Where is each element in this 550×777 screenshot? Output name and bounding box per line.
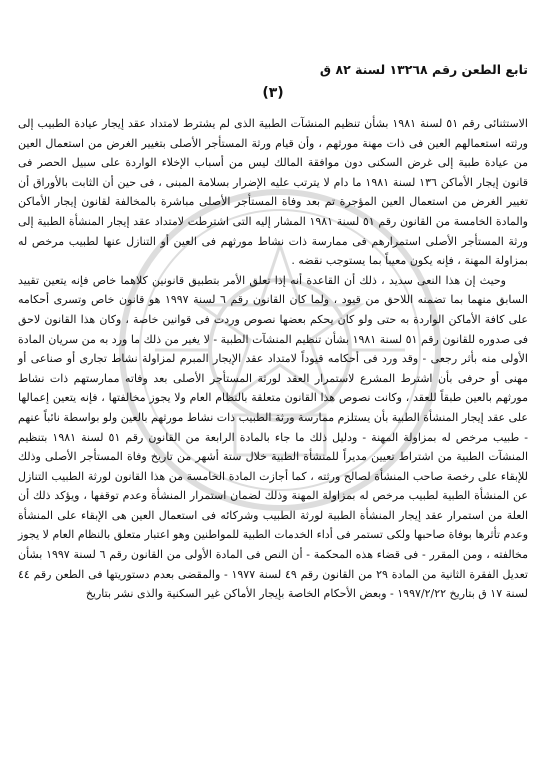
paragraph: وحيث إن هذا النعى سديد ، ذلك أن القاعدة أنه إذا تعلق الأمر بتطبيق قانونين كلاهما خاص فإنه يتعين تقييد السابق منهما بما تضمنه اللاحق من قيود ، ولما كان القانون رقم ٦ لسنة ١٩٩٧ هو قانون خاص وتسرى أحكامه على كافة الأماكن الواردة به حتى ولو كان يحكم بعضها نصوص وردت فى قوانين خاصة ، وكان هذا القانون لاحق فى صدوره للقانون رقم ٥١ لسنة ١٩٨١ بشأن تنظيم المنشآت الطبية - لا يغير من ذلك ما ورد به من سريان المادة الأولى منه بأثر رجعى - وقد ورد فى أحكامه قيوداً لامتداد عقد الإيجار المبرم لمزاولة نشاط تجارى أو صناعى أو مهنى أو حرفى بأن اشترط المشرع لاستمرار العقد لورثة المستأجر الأصلى بعد وفاته ممارستهم ذات نشاط مورثهم بالعين طبقاً للعقد ، وكانت نصوص هذا القانون متعلقة بالنظام العام ولا يجوز مخالفتها ، فإنه يتعين إعمالها على عقد إيجار المنشأة الطبية بأن يستلزم ممارسة ورثة الطبيب ذات نشاط مورثهم بالعين ولو بواسطة نائباً عنهم - طبيب مرخص له بمزاولة المهنة - ودليل ذلك ما جاء بالمادة الرابعة من القانون رقم ٥١ لسنة ١٩٨١ بتنظيم المنشآت الطبية من اشتراط تعيين مديراً للمنشأة الطبية خلال ستة أشهر من تاريخ وفاة المستأجر الأصلى وذلك للإبقاء على رخصة صاحب المنشأة لصالح ورثته ، كما أجازت المادة الخامسة من هذا القانون لورثة الطبيب التنازل عن المنشأة الطبية لطبيب مرخص له بمزاولة المهنة وذلك لضمان استمرار المنشأة وعدم توقفها ، ويؤكد ذلك أن العلة من استمرار عقد إيجار المنشأة الطبية لورثة الطبيب وشركائه فى استعمال العين هى الإبقاء على المنشأة وعدم تأثرها بوفاة صاحبها ولكى تستمر فى أداء الخدمات الطبية للمواطنين وهو اعتبار متعلق بالنظام العام لا يجوز مخالفته ، ومن المقرر - فى قضاء هذه المحكمة - أن النص فى المادة الأولى من القانون رقم ٦ لسنة ١٩٩٧ بشأن تعديل الفقرة الثانية من المادة ٢٩ من القانون رقم ٤٩ لسنة ١٩٧٧ - والمقضى بعدم دستوريتها فى الطعن رقم ٤٤ لسنة ١٧ ق بتاريخ ١٩٩٧/٢/٢٢ - وبعض الأحكام الخاصة بإيجار الأماكن غير السكنية والذى نشر بتاريخ xyxy=(18,273,529,601)
header-title: تابع الطعن رقم ١٣٢٦٨ لسنة ٨٢ ق xyxy=(319,62,528,77)
page-number: (٣) xyxy=(262,85,284,101)
paragraph: الاستثنائى رقم ٥١ لسنة ١٩٨١ بشأن تنظيم المنشآت الطبية الذى لم يشترط لامتداد عقد إيجار عيادة الطبيب إلى ورثته استعمالهم العين فى ذات مهنة مورثهم ، وأن قيام ورثة المستأجر الأصلى بتغيير الغرض من استعمال العين من عيادة طبية إلى غرض السكنى دون موافقة المالك ليس من أسباب الإخلاء الواردة على سبيل الحصر فى قانون إيجار الأماكن ١٣٦ لسنة ١٩٨١ ما دام لا يترتب عليه الإضرار بسلامة المبنى ، فى حين أن الثابت بالأوراق أن تغيير الغرض من استعمال العين المؤجرة تم بعد وفاة المستأجر الأصلى مباشرة بالمخالفة لقانون إيجار الأماكن والمادة الخامسة من القانون رقم ٥١ لسنة ١٩٨١ المشار إليه التى اشترطت لامتداد عقد إيجار المنشأة الطبية إلى ورثة المستأجر الأصلى استمرارهم فى ممارسة ذات نشاط مورثهم فى العين أو التنازل عنها لطبيب مرخص له بمزاولة المهنة ، فإنه يكون معيباً بما يستوجب نقضه . xyxy=(18,117,528,268)
body-text xyxy=(18,114,528,604)
